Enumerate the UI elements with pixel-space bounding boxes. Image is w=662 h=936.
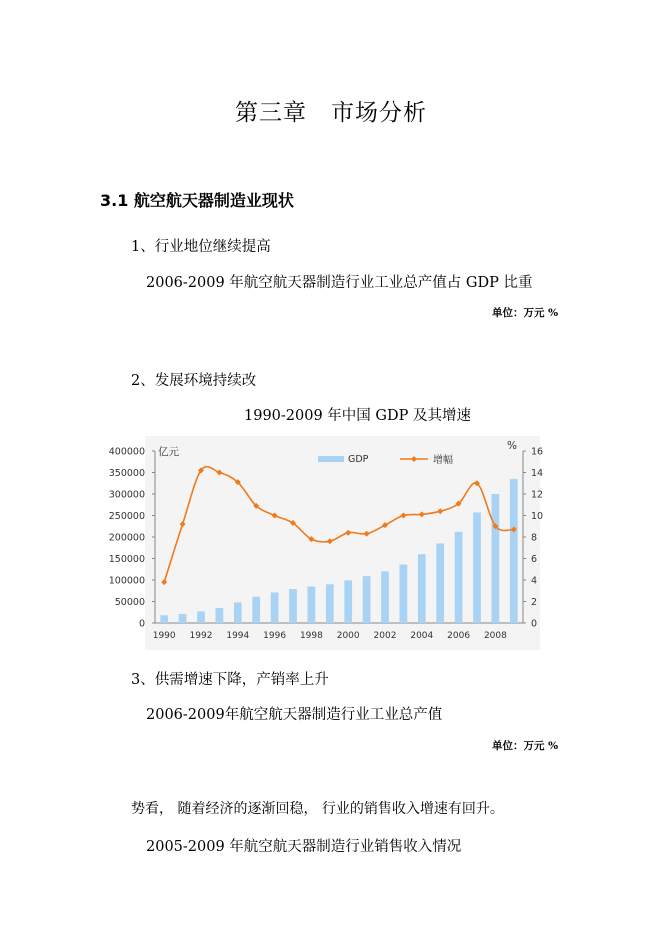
gdp-bar	[473, 512, 481, 623]
subsection-2-heading: 2、发展环境持续改	[131, 373, 257, 389]
gdp-bar	[400, 565, 408, 623]
gdp-bar	[216, 608, 224, 623]
y-right-tick-label: 16	[531, 446, 544, 458]
y-right-tick-label: 6	[531, 554, 538, 565]
gdp-bar	[197, 611, 205, 623]
gdp-bar	[492, 494, 500, 623]
x-tick-label: 2006	[447, 631, 471, 641]
y-right-tick-label: 10	[531, 511, 544, 522]
table-2-title: 2006-2009年航空航天器制造行业工业总产值	[146, 707, 443, 723]
gdp-bar	[344, 580, 352, 623]
subsection-1-heading: 1、行业地位继续提高	[131, 239, 271, 255]
gdp-bar	[234, 602, 242, 623]
chapter-title: 第三章 市场分析	[235, 100, 427, 126]
y-left-tick-label: 150000	[108, 554, 145, 565]
table-3-title: 2005-2009 年航空航天器制造行业销售收入情况	[146, 839, 462, 855]
x-tick-label: 2008	[483, 631, 507, 641]
gdp-bar	[252, 597, 260, 623]
y-left-tick-label: 200000	[108, 532, 145, 544]
y-left-tick-label: 250000	[108, 511, 145, 522]
gdp-bar	[160, 615, 168, 623]
section-heading: 3.1 航空航天器制造业现状	[100, 191, 294, 210]
y-left-unit-label: 亿元	[158, 446, 179, 458]
x-tick-label: 2002	[373, 631, 397, 641]
table-1-title: 2006-2009 年航空航天器制造行业工业总产值占 GDP 比重	[146, 275, 533, 291]
x-tick-label: 1996	[263, 631, 287, 641]
y-left-tick-label: 100000	[108, 575, 145, 587]
gdp-bar	[326, 584, 334, 623]
legend-growth-label: 增幅	[433, 455, 453, 466]
unit-label-2: 单位：万元 %	[492, 740, 559, 752]
legend-gdp-label: GDP	[348, 454, 369, 465]
y-left-tick-label: 400000	[108, 446, 145, 458]
body-paragraph: 势看， 随着经济的逐渐回稳， 行业的销售收入增速有回升。	[131, 801, 504, 817]
x-tick-label: 1998	[299, 631, 323, 641]
chart-title: 1990-2009 年中国 GDP 及其增速	[244, 408, 471, 424]
y-left-tick-label: 0	[138, 618, 145, 630]
y-right-tick-label: 0	[531, 618, 538, 630]
y-right-tick-label: 14	[531, 468, 544, 479]
y-right-tick-label: 2	[531, 597, 538, 608]
gdp-bar	[179, 614, 187, 623]
gdp-bar	[455, 532, 463, 623]
gdp-bar	[308, 586, 316, 623]
x-tick-label: 1992	[189, 631, 213, 641]
y-right-unit-label: %	[507, 440, 517, 452]
y-right-tick-label: 4	[531, 575, 538, 587]
y-right-tick-label: 12	[531, 489, 544, 501]
unit-label-1: 单位：万元 %	[492, 307, 559, 319]
gdp-growth-chart	[108, 436, 544, 650]
gdp-bar	[381, 571, 389, 623]
subsection-3-heading: 3、供需增速下降，产销率上升	[131, 672, 329, 688]
y-right-tick-label: 8	[531, 532, 538, 544]
x-tick-label: 2000	[336, 631, 360, 641]
y-left-tick-label: 350000	[108, 468, 145, 479]
y-left-tick-label: 50000	[114, 597, 145, 608]
gdp-bar	[418, 554, 426, 623]
gdp-bar	[271, 592, 279, 623]
gdp-bar	[363, 576, 371, 623]
x-tick-label: 1994	[226, 631, 250, 641]
gdp-bar	[436, 543, 444, 623]
y-left-tick-label: 300000	[108, 489, 145, 501]
x-tick-label: 1990	[152, 631, 176, 641]
legend-gdp-swatch	[318, 456, 344, 462]
gdp-bar	[510, 479, 518, 623]
x-tick-label: 2004	[410, 631, 434, 641]
gdp-bar	[289, 589, 297, 623]
